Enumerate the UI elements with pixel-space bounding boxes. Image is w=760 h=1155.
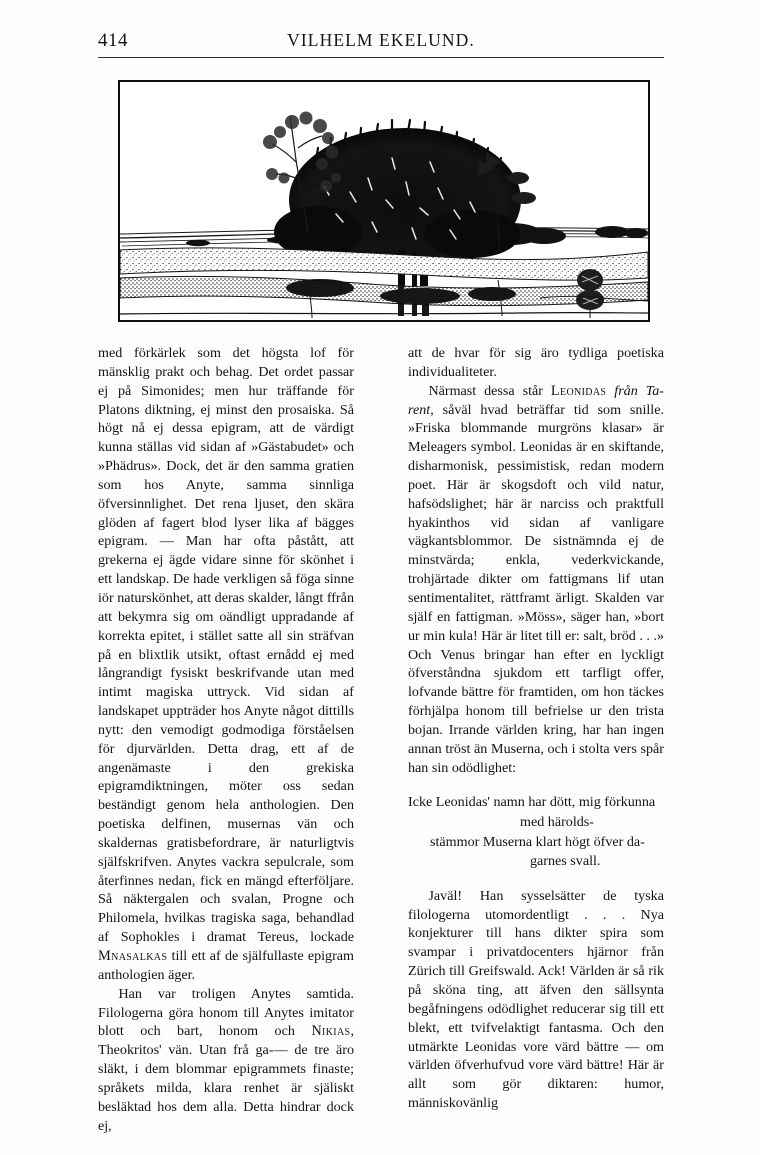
page-folio-number: 414 xyxy=(98,30,128,51)
paragraph-right-3: Javäl! Han sysselsätter de tyska filologerna utomordentligt . . . Nya konjekturer till hans dikter spira som svampar i privatdocenters hjärnor från Zürich till Greifswald. Ack! Världen är så rik på sköna ting, att äfven den sällsynta begåfningens odödlighet reducerar sig till ett blekt, ett tvifvelaktigt fantasma. Och den utmärkte Leonidas vore värd bättre — om världen öfverhufvud vore värd bättre! Här är allt som gör diktaren: humor, människovänlig xyxy=(408,887,664,1112)
verse-line-3: stämmor Muserna klart högt öfver da- xyxy=(430,833,645,850)
paragraph-right-2-head: Närmast dessa står xyxy=(428,382,551,399)
paragraph-right-2-tail: , såväl hvad beträffar tid som snille. »Friska blommande murgröns klasar» är Meleagers symbol. Leonidas är en skiftande, disharmonisk, pessimistisk, redan modern poet. Här är skogsdoft och vild natur, hafsödslighet; här är narciss och praktfull hyakinthos vid sidan af vanligare vägkantsblommor. De sistnämnda ej de minstvärda; enkla, vederkvickande, trohjärtade dikter om fattigmans lif utan sentimentalitet, rättframt ärligt. Skalden var själf en fattigman. »Möss», säger han, »bort ur min kula! Här är litet till er: salt, bröd . . .» Och Venus bringar han efter en lyckligt öfverståndna sjukdom ett tarfligt offer, lofvande bättre för framtiden, om hon täckes förhjälpa honom till befrielse ur den trista bojan. Irrande världen kring, har han ingen annan tröst än Muserna, och i stolta vers spår han sin odödlighet: xyxy=(408,401,664,776)
name-nikias: Nikias xyxy=(311,1023,351,1040)
verse-line-1: Icke Leonidas' namn har dött, mig förkunna xyxy=(408,794,656,811)
name-mnasalkas: Mnasalkas xyxy=(98,948,168,964)
paragraph-right-2 xyxy=(408,382,664,778)
running-head xyxy=(98,28,664,54)
running-head-title: VILHELM EKELUND. xyxy=(287,30,475,50)
verse-quotation xyxy=(408,793,664,871)
column-left xyxy=(98,344,354,1135)
header-rule xyxy=(98,57,664,58)
paragraph-left-2 xyxy=(98,985,354,1136)
landscape-pen-drawing xyxy=(118,80,650,322)
paragraph-left-2-tail: , Theokritos' vän. Utan frå ga-— de tre äro släkt, i dem blommar epigrammets finaste; språkets milda, klara renhet är själiskt besläktad hos dem alla. Detta hindrar dock ej, xyxy=(98,1023,354,1134)
title-fran-tarent-part2: rent xyxy=(408,401,431,418)
verse-line-2: med härolds- xyxy=(520,814,594,830)
verse-line-4: garnes svall. xyxy=(530,853,601,870)
paragraph-left-1 xyxy=(98,344,354,985)
paragraph-left-1-body: med förkärlek som det högsta lof för mänsklig prakt och behag. Det ordet passar ej på Simonides; men hur träffande för Platons diktning, ej minst den prosaiska. Så högt nå ej dessa epigram, att de värdigt kunna ställas vid sidan af »Gästabudet» och »Phädrus». Dock, det är den samma gratien som hos Anyte, samma sinnliga öfversinnlighet. Det rena ljuset, den skära glöden af fagert blod lyser lika af bägges epigram. — Man har ofta påstått, att grekerna ej ägde vidare sinne för skönhet i ett landskap. De hade verkligen så föga sinne iör naturskönhet, att deras skalder, långt ffrån att bekymra sig om oändligt uppradande af korrekta epitet, i stället satte all sin sträfvan på en blixtlik utsikt, oftast ernådd ej med långrandigt fysiskt beskrifvande utan med intimt magiska uttryck. Vid sidan af landskapet uppträder hos Anyte något dittills nytt: den vemodigt godmodiga förståelsen för djurvärlden. Detta drag, ett af de angenämaste i den grekiska epigramdiktningen, möter oss sedan beständigt genom hela anthologien. Den poetiska delfinen, musernas vän och skaldernas gratisbefordrare, är naturligtvis själfskrifven. Anytes vackra sepulcrale, som återfinnes nedan, fick en mängd efterföljare. Så näktergalen och svalan, Progne och Philomela, hvilkas tragiska saga, behandlad af Sophokles i dramat Tereus, lockade xyxy=(98,345,354,946)
illustration-artwork xyxy=(120,82,648,320)
paragraph-right-1: att de hvar för sig äro tydliga poetiska individualiteter. xyxy=(408,345,664,380)
column-right xyxy=(408,344,664,1113)
paragraph-left-2-head: Han var troligen Anytes samtida. Filologerna göra honom till Anytes imitator blott och bart, honom och xyxy=(98,985,354,1040)
name-leonidas: Leonidas xyxy=(550,382,607,399)
title-fran-tarent-part1: från Ta- xyxy=(606,382,664,399)
paragraph-left-1-tail: till ett af de själfullaste epigram anthologien äger. xyxy=(98,948,354,983)
